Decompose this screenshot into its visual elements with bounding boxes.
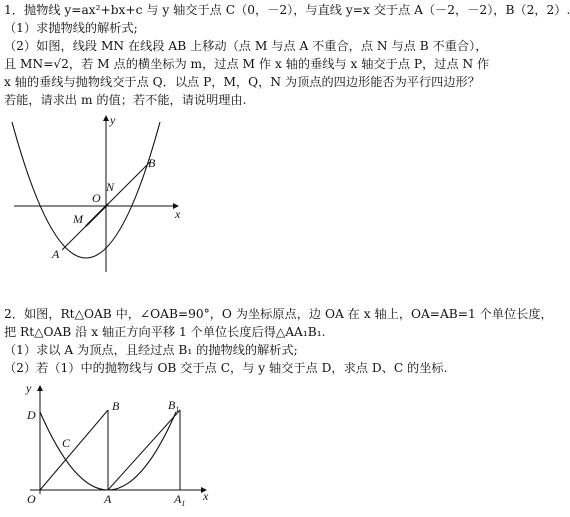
problem-1-line-6: 若能，请求出 m 的值；若不能，请说明理由. [4,93,247,107]
fig2-label-b: B [112,399,120,413]
fig1-label-o: O [92,191,101,205]
fig2-label-y: y [26,381,32,395]
fig1-parabola [12,122,160,258]
fig2-segment-ob [40,410,108,490]
problem-1-line-1: 1．抛物线 y=ax²+bx+c 与 y 轴交于点 C（0，－2），与直线 y=x 交于点 A（－2，－2），B（2，2）. [4,3,570,17]
fig2-label-a: A [104,492,112,506]
fig2-label-d: D [27,408,36,422]
fig2-label-b1: $B_1$ [168,398,180,414]
fig1-segment-mn [86,204,108,226]
problem-2-line-1: 2．如图，Rt△OAB 中，∠OAB=90°，O 为坐标原点，边 OA 在 x 轴上，OA=AB=1 个单位长度， [4,307,553,321]
fig2-label-o: O [27,492,36,506]
fig1-label-y: y [110,113,116,127]
problem-2-line-3: （1）求以 A 为顶点，且经过点 B₁ 的抛物线的解析式; [4,343,298,357]
figure-2-triangle-diagram [0,378,230,517]
figure-1-parabola-diagram [0,108,200,278]
problem-1-line-3: （2）如图，线段 MN 在线段 AB 上移动（点 M 与点 A 不重合，点 N 与点 B 不重合）， [4,39,488,53]
problem-1-line-4: 且 MN=√2，若 M 点的横坐标为 m，过点 M 作 x 轴的垂线与 x 轴交于点 P，过点 N 作 [4,57,490,71]
problem-1-line-2: （1）求抛物线的解析式; [4,21,138,35]
fig1-label-b: B [148,156,156,170]
problem-2-line-4: （2）若（1）中的抛物线与 OB 交于点 C，与 y 轴交于点 D，求点 D、C 的坐标. [4,361,448,375]
fig2-label-a1: $A_1$ [174,492,186,508]
fig1-label-m: M [73,212,83,226]
problem-2-line-2: 把 Rt△OAB 沿 x 轴正方向平移 1 个单位长度后得△AA₁B₁. [4,325,326,339]
fig2-segment-ab1 [108,410,180,490]
problem-1-line-5: x 轴的垂线与抛物线交于点 Q．以点 P，M，Q，N 为顶点的四边形能否为平行四边形？ [4,75,480,89]
fig1-label-n: N [106,180,115,194]
fig1-label-x: x [175,207,181,221]
fig1-label-a: A [52,247,60,261]
fig2-label-x: x [203,489,209,503]
fig2-label-c: C [62,436,71,450]
